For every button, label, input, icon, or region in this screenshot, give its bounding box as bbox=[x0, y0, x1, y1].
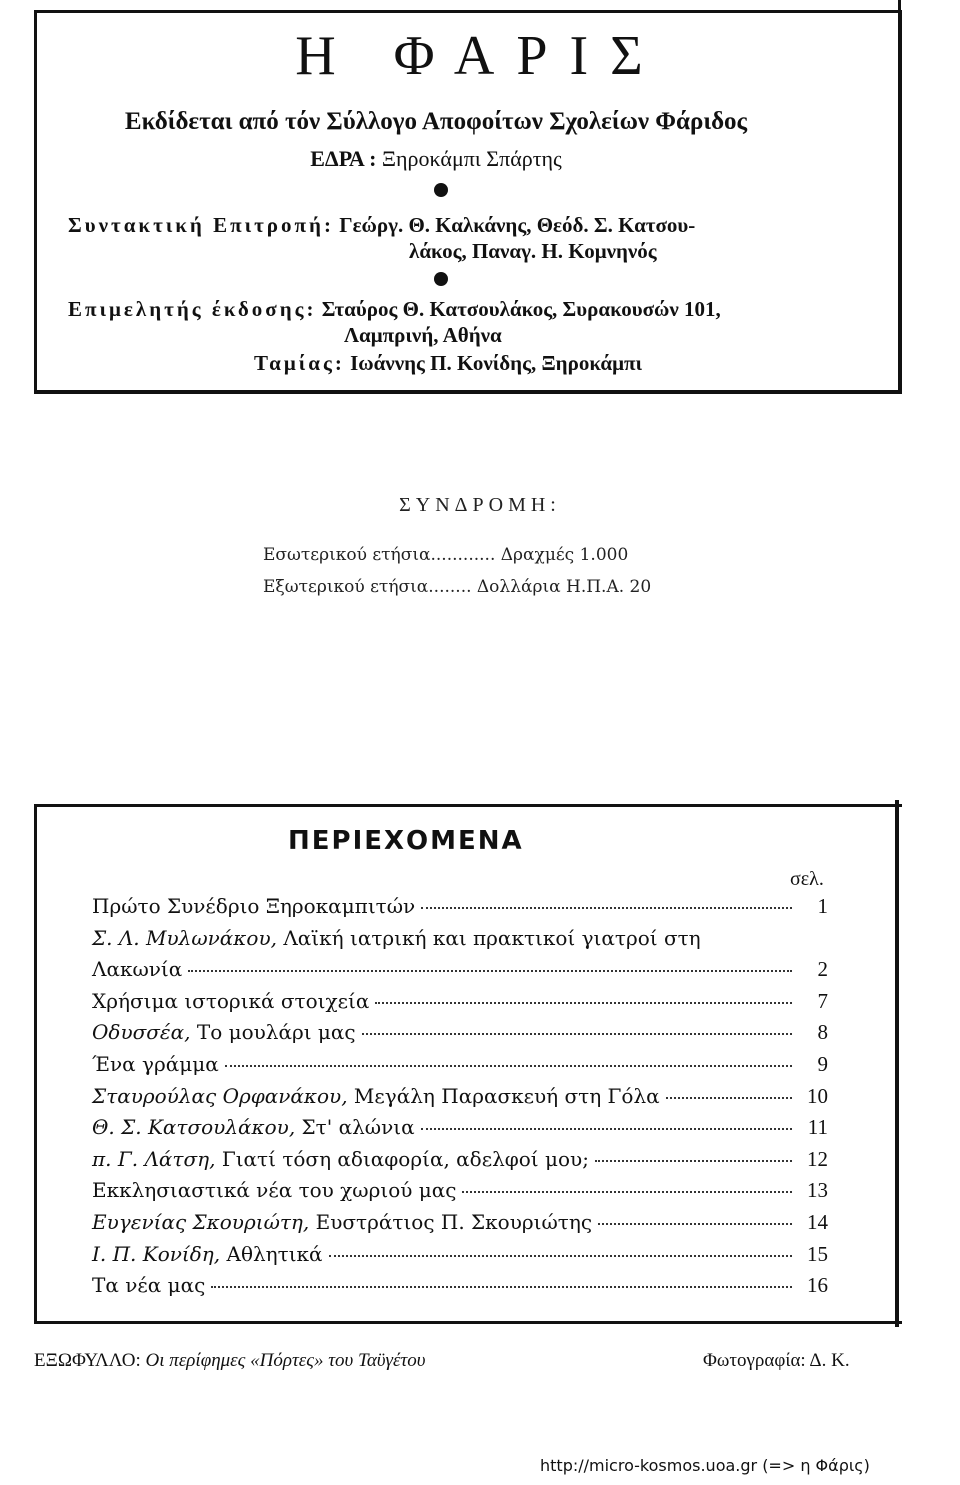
toc-row bbox=[92, 1147, 828, 1179]
toc-entry-text bbox=[92, 1115, 415, 1139]
toc-leader-dots bbox=[598, 1223, 792, 1225]
toc-entry-text bbox=[92, 1147, 589, 1171]
toc-row bbox=[92, 1273, 828, 1305]
toc-row bbox=[92, 1115, 828, 1147]
editor-value-1: Σταύρος Θ. Κατσουλάκος, Συρακουσών 101, bbox=[321, 297, 721, 321]
toc-leader-dots bbox=[211, 1286, 792, 1288]
toc-entry-text bbox=[92, 1084, 660, 1108]
toc-row bbox=[92, 1052, 828, 1084]
cover-value: Οι περίφημες «Πόρτες» του Ταϋγέτου bbox=[145, 1350, 426, 1371]
toc-entry-author: Σταυρούλας Ορφανάκου, bbox=[92, 1084, 348, 1108]
contents-title: ΠΕΡΙΕΧΟΜΕΝΑ bbox=[288, 826, 524, 856]
contents-border-right bbox=[895, 800, 899, 1327]
subscription-foreign bbox=[263, 577, 651, 597]
toc-entry-author: Ι. Π. Κονίδη, bbox=[92, 1242, 221, 1266]
toc-page-number: 12 bbox=[807, 1147, 828, 1171]
committee-line bbox=[68, 213, 695, 238]
toc-row bbox=[92, 1242, 828, 1274]
subscription-domestic bbox=[263, 545, 628, 565]
toc-page-number: 1 bbox=[817, 894, 828, 918]
toc-entry-title: Αθλητικά bbox=[220, 1242, 323, 1266]
toc-leader-dots bbox=[595, 1160, 792, 1162]
toc-page-number: 13 bbox=[807, 1178, 828, 1202]
toc-entry-text bbox=[92, 1242, 323, 1266]
toc-entry-title: Μεγάλη Παρασκευή στη Γόλα bbox=[347, 1084, 660, 1108]
toc-entry-text bbox=[92, 1178, 456, 1202]
toc-row bbox=[92, 1084, 828, 1116]
toc-entry-text bbox=[92, 1273, 205, 1297]
cover-credit bbox=[34, 1350, 426, 1372]
toc-entry-author: π. Γ. Λάτση, bbox=[92, 1147, 216, 1171]
toc-row bbox=[92, 926, 701, 950]
toc-entry-title: Τα νέα μας bbox=[92, 1273, 206, 1297]
toc-page-number: 16 bbox=[807, 1273, 828, 1297]
toc-entry-title: Στ' αλώνια bbox=[295, 1115, 415, 1139]
toc-page-number: 9 bbox=[817, 1052, 828, 1076]
toc-row bbox=[92, 957, 828, 989]
toc-entry-text bbox=[92, 989, 369, 1013]
toc-page-number: 8 bbox=[817, 1020, 828, 1044]
bullet-dot-2 bbox=[434, 272, 448, 286]
toc-page-number: 7 bbox=[817, 989, 828, 1013]
foreign-dots: ........ bbox=[428, 577, 472, 597]
domestic-label: Εσωτερικού ετήσια bbox=[263, 545, 431, 565]
domestic-dots: ............ bbox=[430, 545, 496, 565]
foreign-value: Δολλάρια Η.Π.Α. 20 bbox=[476, 577, 652, 597]
toc-row bbox=[92, 1020, 828, 1052]
edra-line bbox=[36, 146, 836, 172]
toc-entry-title: Ευστράτιος Π. Σκουριώτης bbox=[309, 1210, 593, 1234]
committee-value-1: Γεώργ. Θ. Καλκάνης, Θεόδ. Σ. Κατσου- bbox=[339, 213, 696, 237]
toc-entry-author: Ευγενίας Σκουριώτη, bbox=[92, 1210, 310, 1234]
cover-label: ΕΞΩΦΥΛΛΟ: bbox=[34, 1350, 141, 1371]
photo-credit bbox=[703, 1350, 850, 1372]
foreign-label: Εξωτερικού ετήσια bbox=[263, 577, 429, 597]
edra-value: Ξηροκάμπι Σπάρτης bbox=[381, 146, 562, 171]
source-url[interactable]: http://micro-kosmos.uoa.gr (=> η Φάρις) bbox=[540, 1456, 870, 1475]
toc-entry-title: Εκκλησιαστικά νέα του χωριού μας bbox=[92, 1178, 457, 1202]
toc-leader-dots bbox=[362, 1033, 792, 1035]
edra-label: ΕΔΡΑ : bbox=[310, 146, 377, 171]
toc-entry-title: Ένα γράμμα bbox=[92, 1052, 219, 1076]
toc-entry-text bbox=[92, 957, 182, 981]
committee-line-2: λάκος, Παναγ. Η. Κομνηνός bbox=[409, 239, 657, 263]
toc-leader-dots bbox=[375, 1002, 792, 1004]
editor-line-2: Λαμπρινή, Αθήνα bbox=[344, 323, 502, 347]
toc-leader-dots bbox=[329, 1255, 792, 1257]
treasurer-value: Ιωάννης Π. Κονίδης, Ξηροκάμπι bbox=[350, 351, 643, 375]
toc-entry-author: Θ. Σ. Κατσουλάκου, bbox=[92, 1115, 296, 1139]
toc-entry-title: Γιατί τόση αδιαφορία, αδελφοί μου; bbox=[215, 1147, 589, 1171]
toc-leader-dots bbox=[421, 907, 792, 909]
toc-leader-dots bbox=[421, 1128, 792, 1130]
toc-entry-title: Λακωνία bbox=[92, 957, 183, 981]
toc-page-number: 2 bbox=[817, 957, 828, 981]
toc-page-number: 15 bbox=[807, 1242, 828, 1266]
toc-entry-title: Το μουλάρι μας bbox=[190, 1020, 356, 1044]
treasurer-line bbox=[254, 351, 642, 376]
toc-leader-dots bbox=[188, 970, 792, 972]
toc-row bbox=[92, 989, 828, 1021]
publisher-line: Εκδίδεται από τόν Σύλλογο Αποφοίτων Σχολείων Φάριδος bbox=[124, 108, 748, 135]
journal-title: Η ΦΑΡΙΣ bbox=[295, 25, 665, 87]
toc-row bbox=[92, 1178, 828, 1210]
editor-line bbox=[68, 297, 721, 322]
domestic-value: Δραχμές 1.000 bbox=[500, 545, 629, 565]
toc-entry-text bbox=[92, 1052, 219, 1076]
toc-leader-dots bbox=[666, 1097, 792, 1099]
toc-entry-author: Σ. Λ. Μυλωνάκου, bbox=[92, 926, 277, 950]
toc-entry-text bbox=[92, 1020, 356, 1044]
subscription-title: ΣΥΝΔΡΟΜΗ: bbox=[399, 494, 561, 516]
toc-page-number: 14 bbox=[807, 1210, 828, 1234]
photo-value: Δ. Κ. bbox=[809, 1350, 850, 1371]
page-column-header: σελ. bbox=[790, 868, 824, 890]
committee-label: Συντακτική Επιτροπή: bbox=[68, 213, 334, 237]
toc-leader-dots bbox=[225, 1065, 792, 1067]
toc-page-number: 10 bbox=[807, 1084, 828, 1108]
toc-entry-author: Οδυσσέα, bbox=[92, 1020, 191, 1044]
toc-entry-title: Χρήσιμα ιστορικά στοιχεία bbox=[92, 989, 370, 1013]
bullet-dot-1 bbox=[434, 183, 448, 197]
toc-row bbox=[92, 1210, 828, 1242]
toc-leader-dots bbox=[462, 1191, 792, 1193]
toc-page-number: 11 bbox=[807, 1115, 828, 1139]
editor-label: Επιμελητής έκδοσης: bbox=[68, 297, 317, 321]
treasurer-label: Ταμίας: bbox=[254, 351, 345, 375]
toc-entry-title: Λαϊκή ιατρική και πρακτικοί γιατροί στη bbox=[276, 926, 701, 950]
photo-label: Φωτογραφία: bbox=[703, 1350, 806, 1371]
toc-entry-text bbox=[92, 894, 415, 918]
toc-row bbox=[92, 894, 828, 926]
toc-entry-text bbox=[92, 1210, 592, 1234]
toc-entry-title: Πρώτο Συνέδριο Ξηροκαμπιτών bbox=[92, 894, 416, 918]
toc-entry-text bbox=[92, 926, 701, 950]
